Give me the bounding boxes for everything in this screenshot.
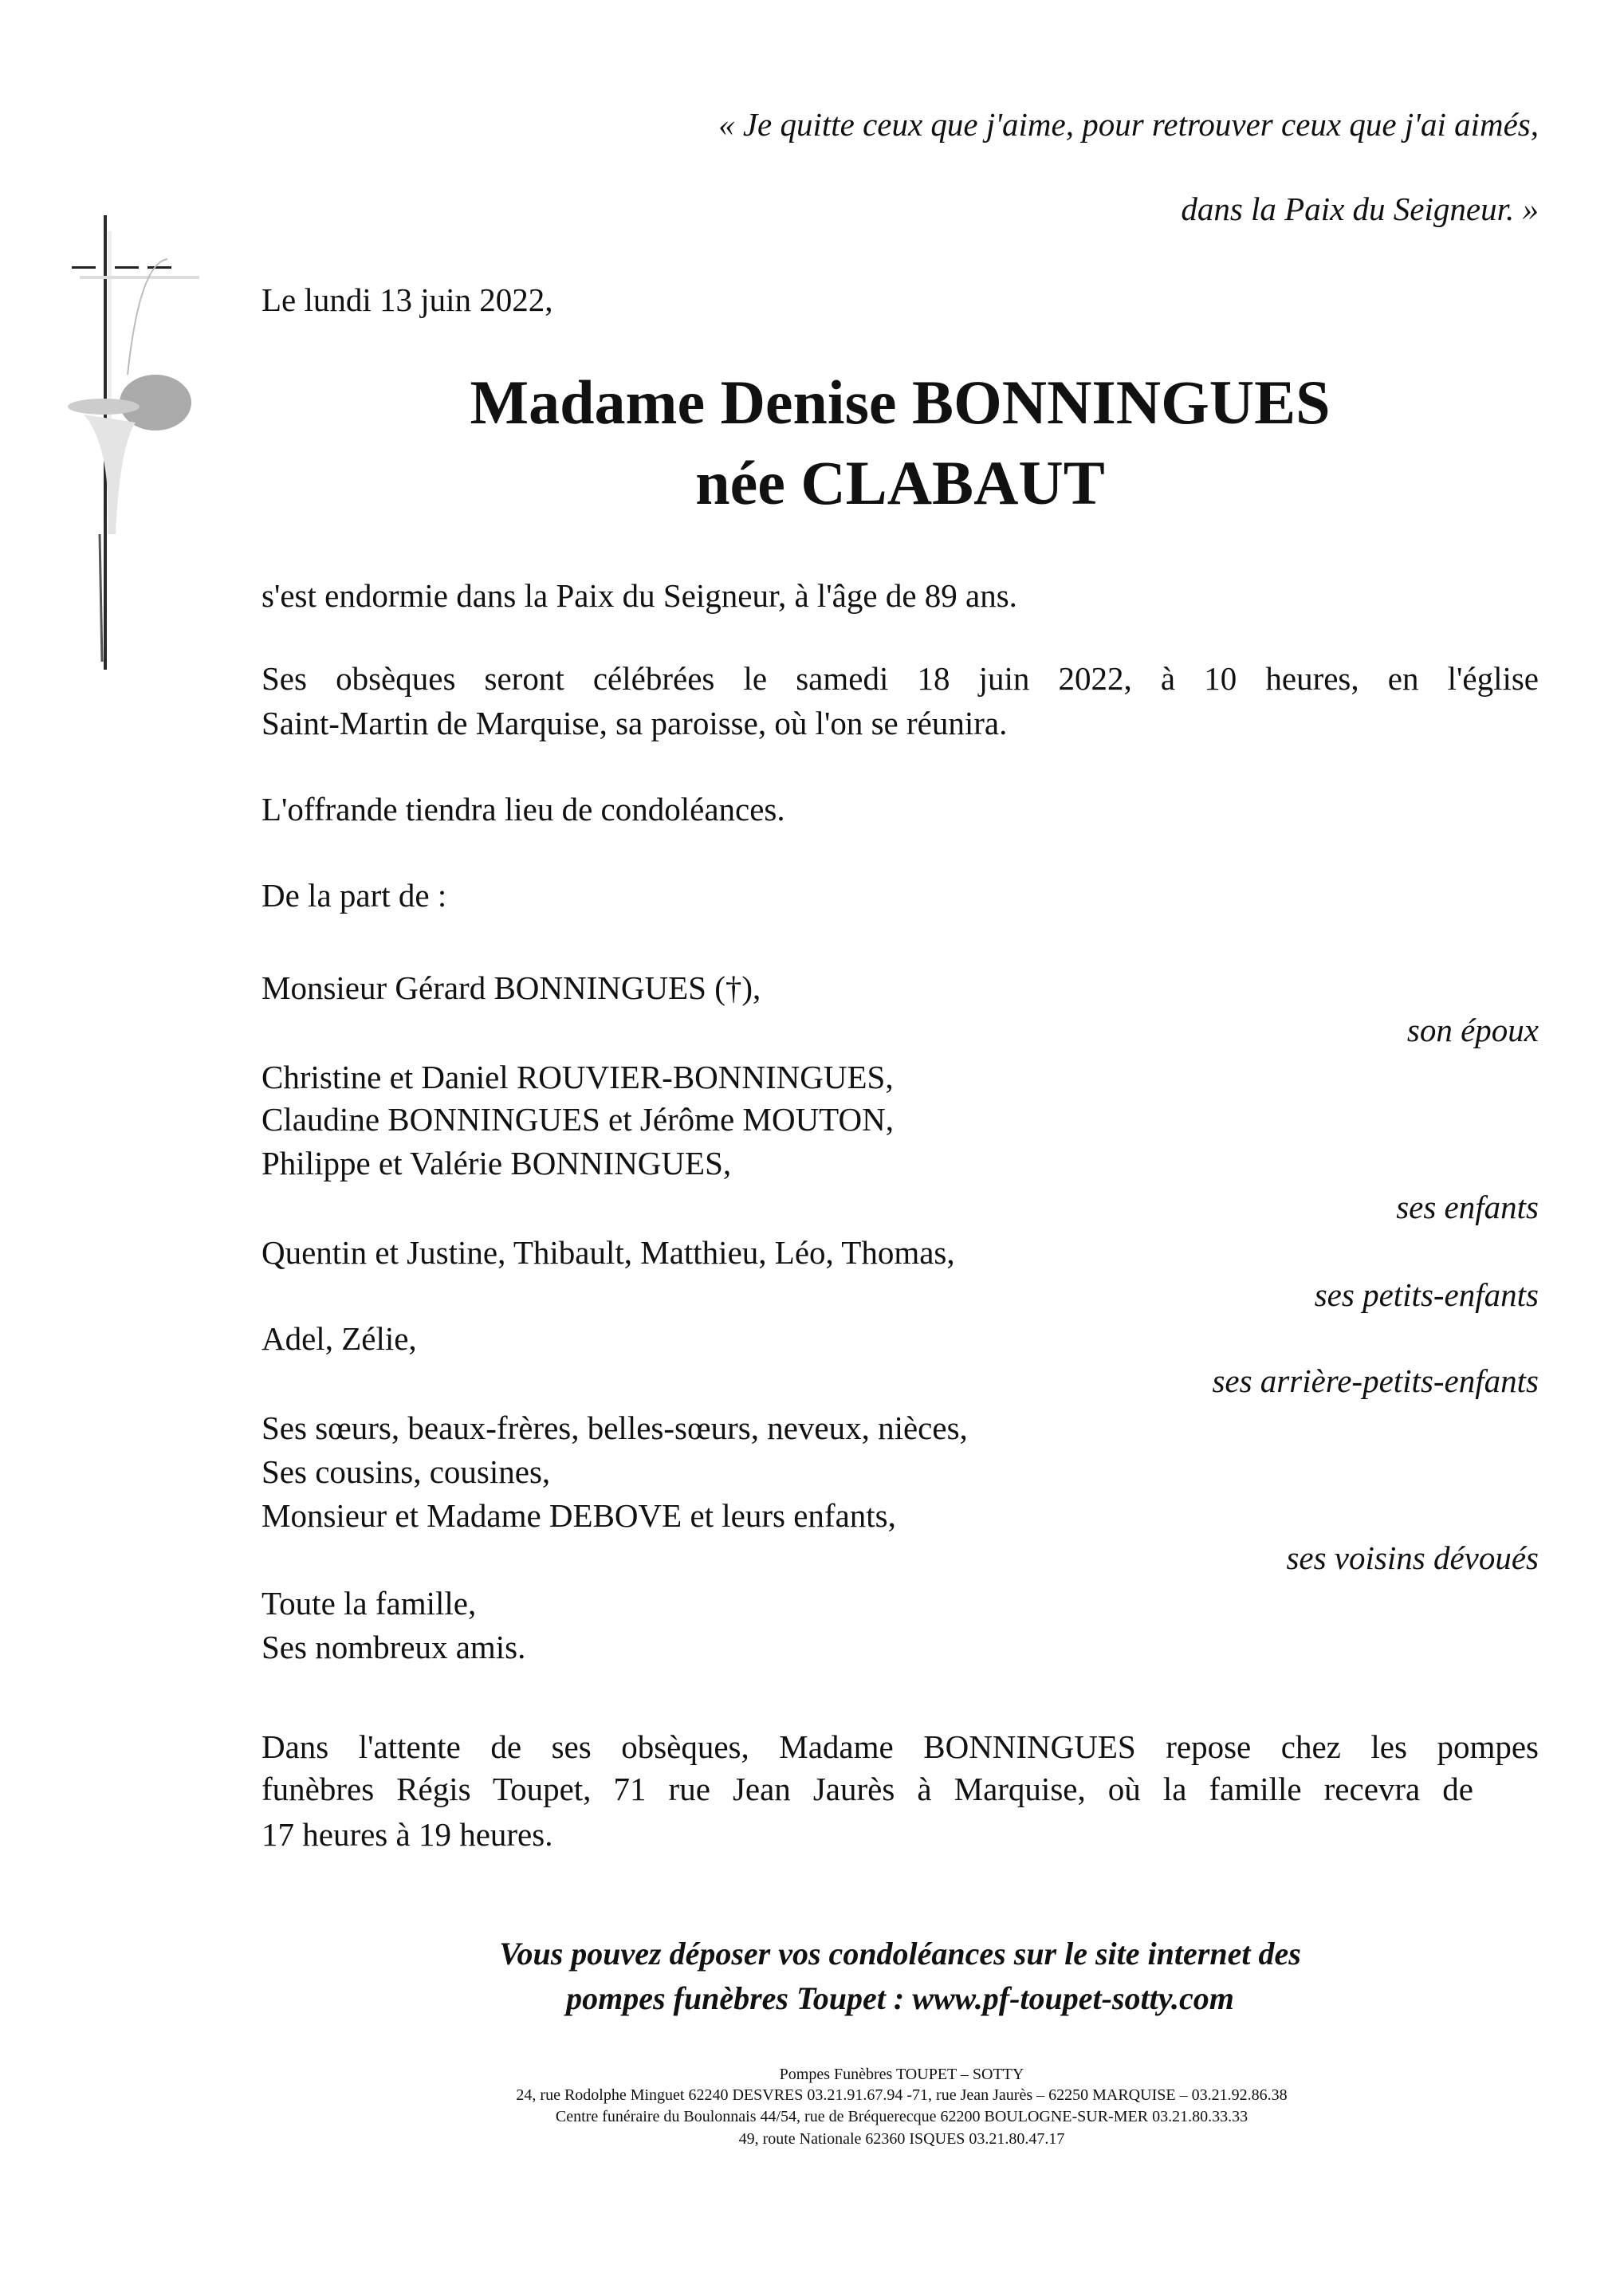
maiden-name: née CLABAUT <box>695 448 1105 517</box>
family-name: Christine et Daniel ROUVIER-BONNINGUES, <box>261 1059 894 1095</box>
family-name: Quentin et Justine, Thibault, Matthieu, Léo, Thomas, <box>261 1234 955 1271</box>
family-relation: ses enfants <box>1396 1189 1539 1225</box>
footer-line: 49, route Nationale 62360 ISQUES 03.21.80.47.17 <box>738 2130 1065 2148</box>
offering-note: L'offrande tiendra lieu de condoléances. <box>261 791 785 828</box>
death-statement: s'est endormie dans la Paix du Seigneur, à l'âge de 89 ans. <box>261 577 1017 614</box>
from-label: De la part de : <box>261 877 447 914</box>
family-name: Ses sœurs, beaux-frères, belles-sœurs, neveux, nièces, <box>261 1409 968 1446</box>
family-name: Claudine BONNINGUES et Jérôme MOUTON, <box>261 1101 894 1138</box>
rest-line-3: 17 heures à 19 heures. <box>261 1816 553 1853</box>
family-name: Monsieur Gérard BONNINGUES (†), <box>261 969 761 1006</box>
cross-lily-icon <box>64 183 223 694</box>
rest-line-1: Dans l'attente de ses obsèques, Madame BONNINGUES repose chez les pompes <box>261 1728 1539 1765</box>
funeral-line-1: Ses obsèques seront célébrées le samedi 18 juin 2022, à 10 heures, en l'église <box>261 660 1539 697</box>
family-relation: ses arrière-petits-enfants <box>1212 1362 1539 1399</box>
date-line: Le lundi 13 juin 2022, <box>261 281 553 318</box>
family-name: Monsieur et Madame DEBOVE et leurs enfants, <box>261 1497 896 1534</box>
quote-line-2: dans la Paix du Seigneur. » <box>1181 191 1539 227</box>
family-name: Philippe et Valérie BONNINGUES, <box>261 1145 732 1181</box>
condolences-line-1: Vous pouvez déposer vos condoléances sur le site internet des <box>499 1936 1301 1972</box>
funeral-line-2: Saint-Martin de Marquise, sa paroisse, où l'on se réunira. <box>261 705 1008 741</box>
deceased-name: Madame Denise BONNINGUES <box>470 368 1331 437</box>
footer-line: 24, rue Rodolphe Minguet 62240 DESVRES 03.21.91.67.94 -71, rue Jean Jaurès – 62250 MARQUISE – 03.21.92.86.38 <box>516 2086 1288 2104</box>
family-name: Ses cousins, cousines, <box>261 1453 551 1490</box>
family-name: Adel, Zélie, <box>261 1320 417 1357</box>
footer-line: Centre funéraire du Boulonnais 44/54, rue de Bréquerecque 62200 BOULOGNE-SUR-MER 03.21.80.33.33 <box>555 2108 1248 2125</box>
family-relation: ses petits-enfants <box>1314 1276 1539 1313</box>
family-relation: ses voisins dévoués <box>1286 1539 1539 1576</box>
rest-line-2: funèbres Régis Toupet, 71 rue Jean Jaurès à Marquise, où la famille recevra de <box>261 1771 1473 1807</box>
condolences-website[interactable]: pompes funèbres Toupet : www.pf-toupet-sotty.com <box>566 1980 1234 2016</box>
family-name: Ses nombreux amis. <box>261 1629 526 1665</box>
quote-line-1: « Je quitte ceux que j'aime, pour retrouver ceux que j'ai aimés, <box>718 106 1539 143</box>
family-relation: son époux <box>1406 1012 1539 1048</box>
family-name: Toute la famille, <box>261 1585 477 1622</box>
footer-line: Pompes Funèbres TOUPET – SOTTY <box>779 2066 1024 2083</box>
